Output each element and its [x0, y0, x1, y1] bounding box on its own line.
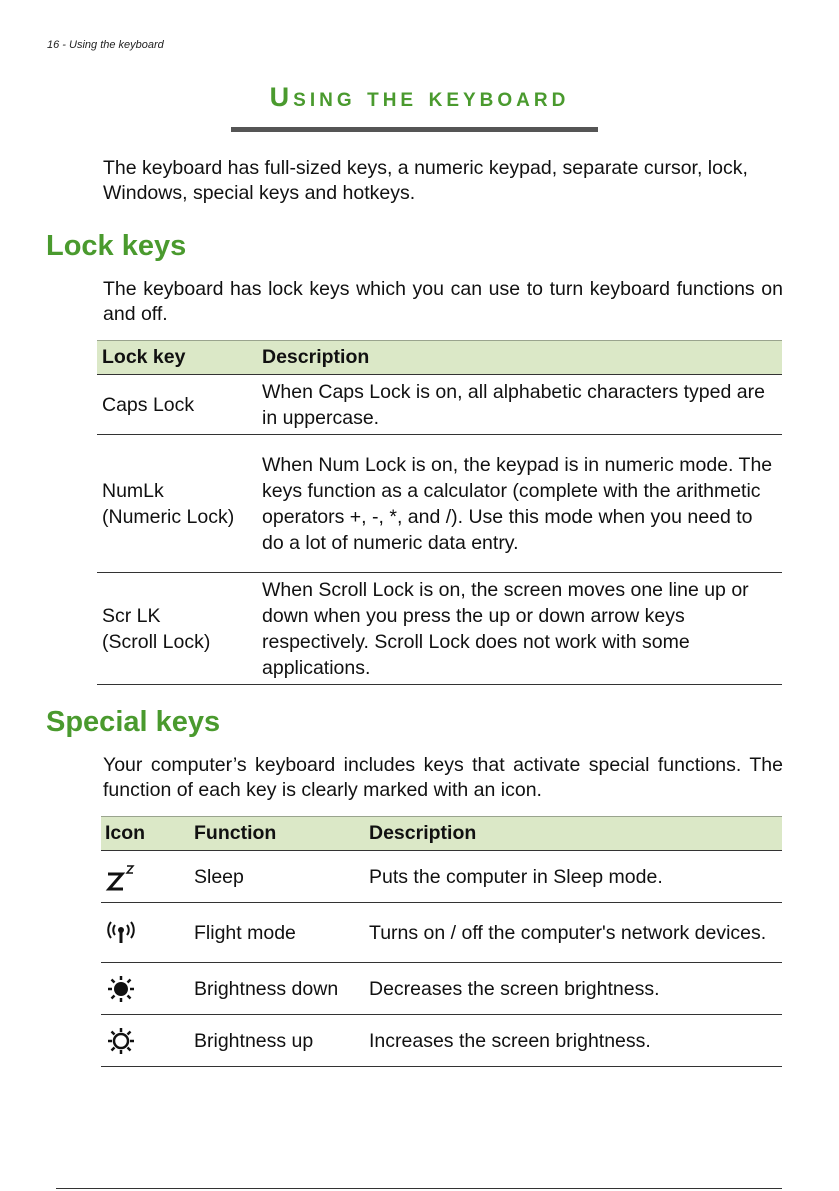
- lock-key-description: When Caps Lock is on, all alphabetic characters typed are in uppercase.: [257, 375, 782, 435]
- special-keys-table: [101, 816, 782, 1067]
- chapter-title: Using the keyboard: [269, 82, 570, 112]
- icon-cell: [101, 851, 190, 903]
- lock-keys-paragraph: The keyboard has lock keys which you can use to turn keyboard functions on and off.: [103, 278, 783, 325]
- table-row: [101, 903, 782, 963]
- table-row: [101, 1015, 782, 1067]
- brightness-down-icon: [105, 975, 137, 1003]
- brightness-up-icon: [105, 1027, 137, 1055]
- column-header: Lock key: [97, 341, 257, 375]
- icon-cell: [101, 963, 190, 1015]
- column-header: Description: [257, 341, 782, 375]
- chapter-title-rule: [231, 127, 598, 132]
- function-description: Increases the screen brightness.: [365, 1015, 782, 1067]
- lock-key-name: Caps Lock: [97, 375, 257, 435]
- function-description: Turns on / off the computer's network devices.: [365, 903, 782, 963]
- function-name: Flight mode: [190, 903, 365, 963]
- table-row: [101, 963, 782, 1015]
- function-name: Brightness down: [190, 963, 365, 1015]
- function-description: Puts the computer in Sleep mode.: [365, 851, 782, 903]
- function-name: Brightness up: [190, 1015, 365, 1067]
- table-header-row: [101, 817, 782, 851]
- lock-keys-heading: Lock keys: [46, 230, 187, 262]
- running-head: 16 - Using the keyboard: [47, 39, 164, 51]
- lock-key-name: Scr LK (Scroll Lock): [97, 573, 257, 685]
- lock-keys-table: [97, 340, 782, 685]
- table-row: [101, 851, 782, 903]
- special-keys-heading: Special keys: [46, 706, 221, 738]
- flight-mode-icon: [105, 920, 137, 946]
- table-row: [97, 435, 782, 573]
- function-description: Decreases the screen brightness.: [365, 963, 782, 1015]
- lock-key-description: When Scroll Lock is on, the screen moves one line up or down when you press the up or down arrow keys respectively. Scroll Lock does not work with some applications.: [257, 573, 782, 685]
- footer-rule: [56, 1188, 782, 1189]
- icon-cell: [101, 903, 190, 963]
- sleep-icon: [105, 862, 141, 892]
- lock-key-name: NumLk (Numeric Lock): [97, 435, 257, 573]
- lock-key-description: When Num Lock is on, the keypad is in numeric mode. The keys function as a calculator (complete with the arithmetic operators +, -, *, and /). Use this mode when you need to do a lot of numeric data entry.: [257, 435, 782, 573]
- icon-cell: [101, 1015, 190, 1067]
- column-header: Description: [365, 817, 782, 851]
- intro-paragraph: The keyboard has full-sized keys, a numeric keypad, separate cursor, lock, Windows, special keys and hotkeys.: [103, 157, 748, 204]
- special-keys-paragraph: Your computer’s keyboard includes keys that activate special functions. The function of each key is clearly marked with an icon.: [103, 754, 783, 801]
- table-header-row: [97, 341, 782, 375]
- table-row: [97, 375, 782, 435]
- column-header: Function: [190, 817, 365, 851]
- function-name: Sleep: [190, 851, 365, 903]
- column-header: Icon: [101, 817, 190, 851]
- table-row: [97, 573, 782, 685]
